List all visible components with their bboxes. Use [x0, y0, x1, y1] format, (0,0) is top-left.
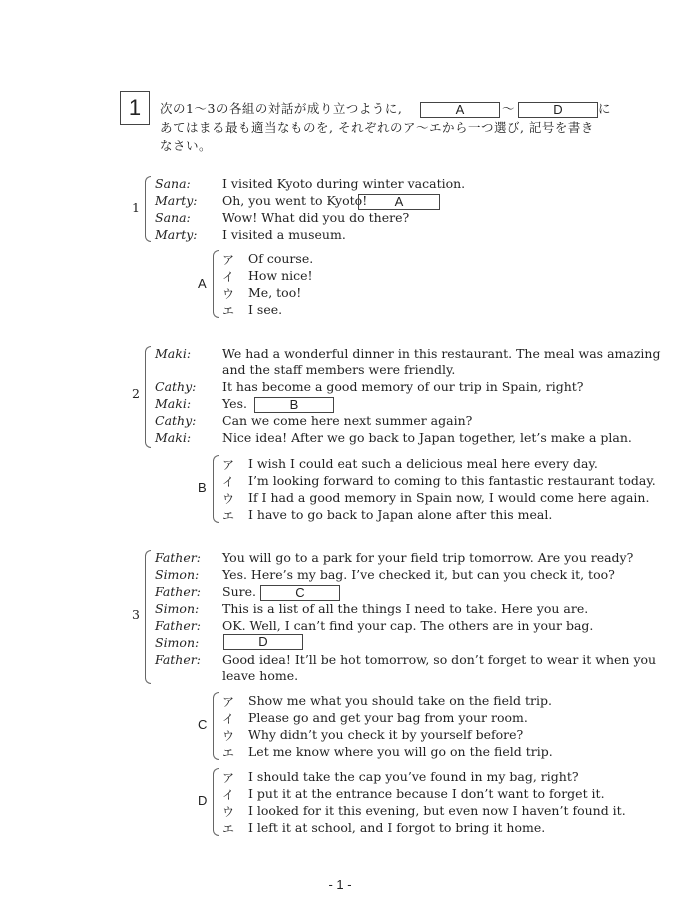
- choice-kana: イ: [222, 270, 235, 284]
- dialogue-number-1: 1: [132, 200, 140, 215]
- speaker: Maki:: [155, 430, 192, 445]
- instruction-text-1: 次の1〜3の各組の対話が成り立つように,: [160, 101, 403, 116]
- choice-option: I left it at school, and I forgot to bring it home.: [248, 820, 546, 835]
- dialogue-line: You will go to a park for your field trip tomorrow. Are you ready?: [222, 550, 634, 565]
- choice-kana: ア: [222, 695, 235, 709]
- dialogue-line: Can we come here next summer again?: [222, 413, 473, 428]
- dialogue-line: I visited a museum.: [222, 227, 346, 242]
- speaker: Sana:: [155, 210, 191, 225]
- speaker: Sana:: [155, 176, 191, 191]
- speaker: Simon:: [155, 567, 200, 582]
- choice-option: Let me know where you will go on the field trip.: [248, 744, 553, 759]
- dialogue-number-2: 2: [132, 386, 140, 401]
- instruction-tilde: 〜: [502, 101, 516, 116]
- answer-blank-b[interactable]: B: [254, 397, 334, 413]
- choice-option: Why didn’t you check it by yourself before?: [248, 727, 524, 742]
- choice-brace-c: [213, 692, 219, 760]
- speaker: Marty:: [155, 193, 198, 208]
- choice-option: I should take the cap you’ve found in my bag, right?: [248, 769, 579, 784]
- instruction-line-2: あてはまる最も適当なものを, それぞれのア〜エから一つ選び, 記号を書き: [160, 120, 594, 135]
- speaker: Cathy:: [155, 413, 197, 428]
- instruction-blank-last: D: [518, 102, 598, 118]
- choice-kana: イ: [222, 788, 235, 802]
- dialogue-number-3: 3: [132, 607, 140, 622]
- choice-option: If I had a good memory in Spain now, I would come here again.: [248, 490, 650, 505]
- speaker: Maki:: [155, 346, 192, 361]
- choice-kana: ウ: [222, 287, 235, 301]
- choice-option: Please go and get your bag from your room.: [248, 710, 528, 725]
- dialogue-line: OK. Well, I can’t find your cap. The others are in your bag.: [222, 618, 594, 633]
- choice-option: I’m looking forward to coming to this fantastic restaurant today.: [248, 473, 656, 488]
- question-number: 1: [120, 91, 150, 125]
- answer-blank-c[interactable]: C: [260, 585, 340, 601]
- choice-label-a: A: [198, 276, 207, 291]
- choice-option: Me, too!: [248, 285, 302, 300]
- dialogue-line: Good idea! It’ll be hot tomorrow, so don’t forget to wear it when you: [222, 652, 657, 667]
- dialogue-line: This is a list of all the things I need to take. Here you are.: [222, 601, 589, 616]
- dialogue-line: Sure.: [222, 584, 256, 599]
- choice-kana: エ: [222, 509, 235, 523]
- dialogue-line: Oh, you went to Kyoto!: [222, 193, 368, 208]
- answer-blank-d[interactable]: D: [223, 634, 303, 650]
- choice-kana: ア: [222, 458, 235, 472]
- choice-kana: ウ: [222, 729, 235, 743]
- dialogue-line: We had a wonderful dinner in this restaurant. The meal was amazing: [222, 346, 661, 361]
- choice-option: I see.: [248, 302, 283, 317]
- choice-label-d: D: [198, 793, 208, 808]
- speaker: Father:: [155, 618, 201, 633]
- choice-label-b: B: [198, 480, 207, 495]
- page-number: - 1 -: [328, 877, 352, 892]
- speaker: Father:: [155, 550, 201, 565]
- dialogue-line: Yes.: [222, 396, 247, 411]
- dialogue-line: I visited Kyoto during winter vacation.: [222, 176, 466, 191]
- speaker: Simon:: [155, 601, 200, 616]
- choice-kana: ウ: [222, 492, 235, 506]
- instruction-blank-first: A: [420, 102, 500, 118]
- dialogue-line: Yes. Here’s my bag. I’ve checked it, but can you check it, too?: [222, 567, 615, 582]
- speaker: Simon:: [155, 635, 200, 650]
- choice-brace-b: [213, 455, 219, 523]
- dialogue-line-cont: and the staff members were friendly.: [222, 362, 456, 377]
- choice-kana: イ: [222, 712, 235, 726]
- dialogue-line-cont: leave home.: [222, 668, 299, 683]
- dialogue-brace-1: [145, 176, 151, 242]
- choice-option: Of course.: [248, 251, 314, 266]
- choice-kana: ア: [222, 253, 235, 267]
- choice-kana: イ: [222, 475, 235, 489]
- choice-label-c: C: [198, 717, 208, 732]
- speaker: Father:: [155, 652, 201, 667]
- speaker: Marty:: [155, 227, 198, 242]
- choice-brace-a: [213, 250, 219, 318]
- answer-blank-a[interactable]: A: [358, 194, 440, 210]
- choice-option: Show me what you should take on the field trip.: [248, 693, 552, 708]
- speaker: Cathy:: [155, 379, 197, 394]
- choice-option: I have to go back to Japan alone after this meal.: [248, 507, 553, 522]
- choice-option: How nice!: [248, 268, 313, 283]
- choice-brace-d: [213, 768, 219, 836]
- dialogue-line: It has become a good memory of our trip in Spain, right?: [222, 379, 584, 394]
- choice-option: I looked for it this evening, but even now I haven’t found it.: [248, 803, 626, 818]
- choice-kana: エ: [222, 304, 235, 318]
- dialogue-line: Nice idea! After we go back to Japan together, let’s make a plan.: [222, 430, 632, 445]
- dialogue-brace-2: [145, 346, 151, 448]
- choice-kana: エ: [222, 746, 235, 760]
- speaker: Maki:: [155, 396, 192, 411]
- dialogue-line: Wow! What did you do there?: [222, 210, 410, 225]
- choice-kana: ア: [222, 771, 235, 785]
- choice-kana: ウ: [222, 805, 235, 819]
- dialogue-brace-3: [145, 550, 151, 684]
- choice-option: I put it at the entrance because I don’t want to forget it.: [248, 786, 605, 801]
- instruction-line-3: なさい。: [160, 138, 213, 153]
- choice-option: I wish I could eat such a delicious meal here every day.: [248, 456, 598, 471]
- choice-kana: エ: [222, 822, 235, 836]
- instruction-text-1b: に: [598, 101, 612, 116]
- speaker: Father:: [155, 584, 201, 599]
